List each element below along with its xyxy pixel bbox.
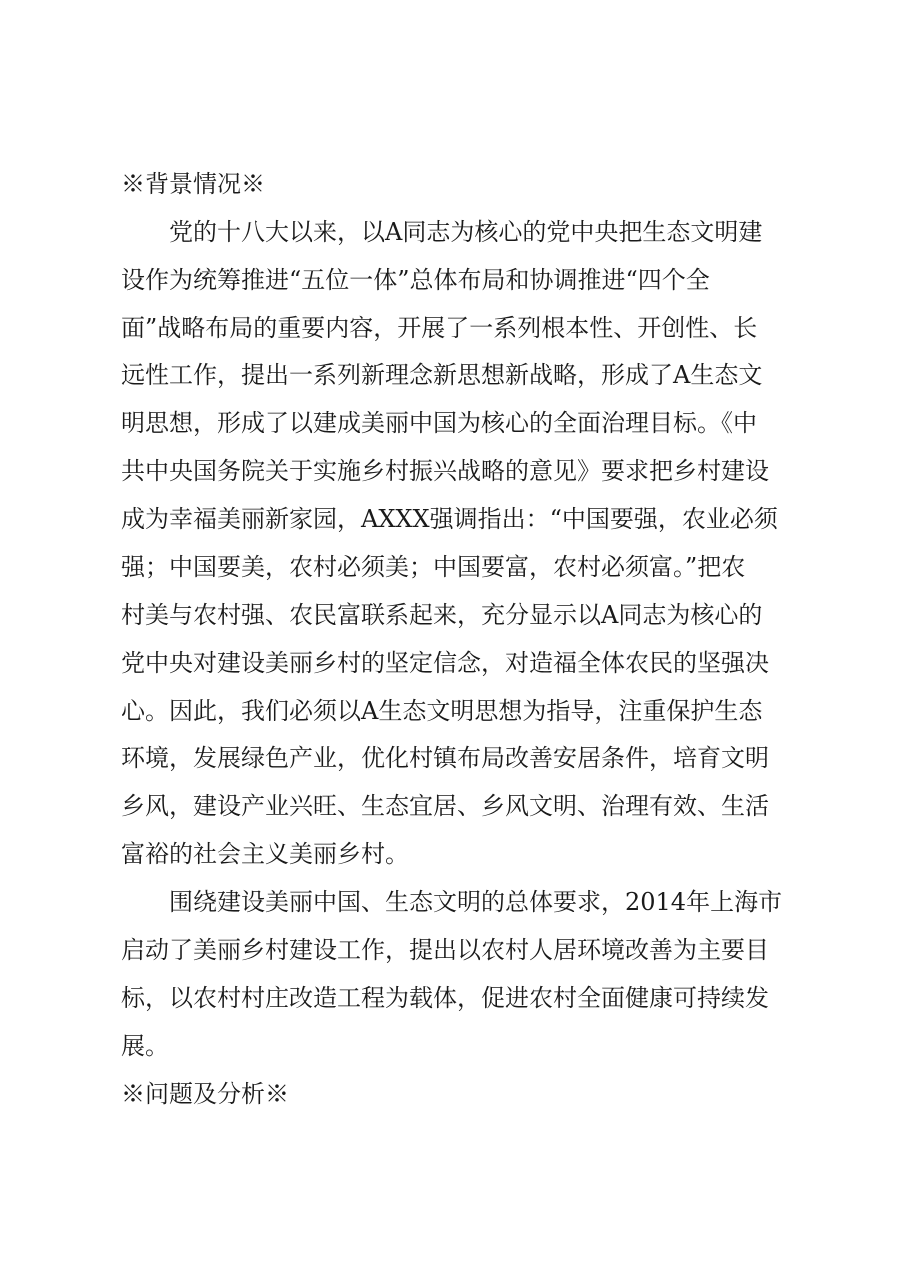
paragraph-1-line-9: 村美与农村强、农民富联系起来，充分显示以A同志为核心的 <box>121 601 763 629</box>
paragraph-2-line-2: 启动了美丽乡村建设工作，提出以农村人居环境改善为主要目 <box>121 936 769 964</box>
section-heading-background: ※背景情况※ <box>121 170 265 198</box>
paragraph-1-line-10: 党中央对建设美丽乡村的坚定信念，对造福全体农民的坚强决 <box>121 649 769 677</box>
paragraph-1-line-2: 设作为统筹推进“五位一体”总体布局和协调推进“四个全 <box>121 266 710 294</box>
paragraph-1-line-6: 共中央国务院关于实施乡村振兴战略的意见》要求把乡村建设 <box>121 457 769 485</box>
paragraph-1-line-4: 远性工作，提出一系列新理念新思想新战略，形成了A生态文 <box>121 361 763 389</box>
section-heading-problems: ※问题及分析※ <box>121 1080 289 1108</box>
paragraph-2-line-4: 展。 <box>121 1032 169 1060</box>
paragraph-1-line-12: 环境，发展绿色产业，优化村镇布局改善安居条件，培育文明 <box>121 744 769 772</box>
paragraph-2-line-3: 标，以农村村庄改造工程为载体，促进农村全面健康可持续发 <box>121 984 769 1012</box>
paragraph-1-line-3: 面”战略布局的重要内容，开展了一系列根本性、开创性、长 <box>121 314 758 342</box>
paragraph-2-line-1: 围绕建设美丽中国、生态文明的总体要求，2014年上海市 <box>169 888 783 916</box>
paragraph-1-line-8: 强；中国要美，农村必须美；中国要富，农村必须富。”把农 <box>121 553 746 581</box>
paragraph-1-line-7: 成为幸福美丽新家园，AXXX强调指出：“中国要强，农业必须 <box>121 505 778 533</box>
paragraph-1-line-5: 明思想，形成了以建成美丽中国为核心的全面治理目标。《中 <box>121 409 757 437</box>
paragraph-1-line-1: 党的十八大以来，以A同志为核心的党中央把生态文明建 <box>169 218 763 246</box>
paragraph-1-line-14: 富裕的社会主义美丽乡村。 <box>121 840 409 868</box>
paragraph-1-line-13: 乡风，建设产业兴旺、生态宜居、乡风文明、治理有效、生活 <box>121 792 769 820</box>
paragraph-1-line-11: 心。因此，我们必须以A生态文明思想为指导，注重保护生态 <box>121 697 763 725</box>
